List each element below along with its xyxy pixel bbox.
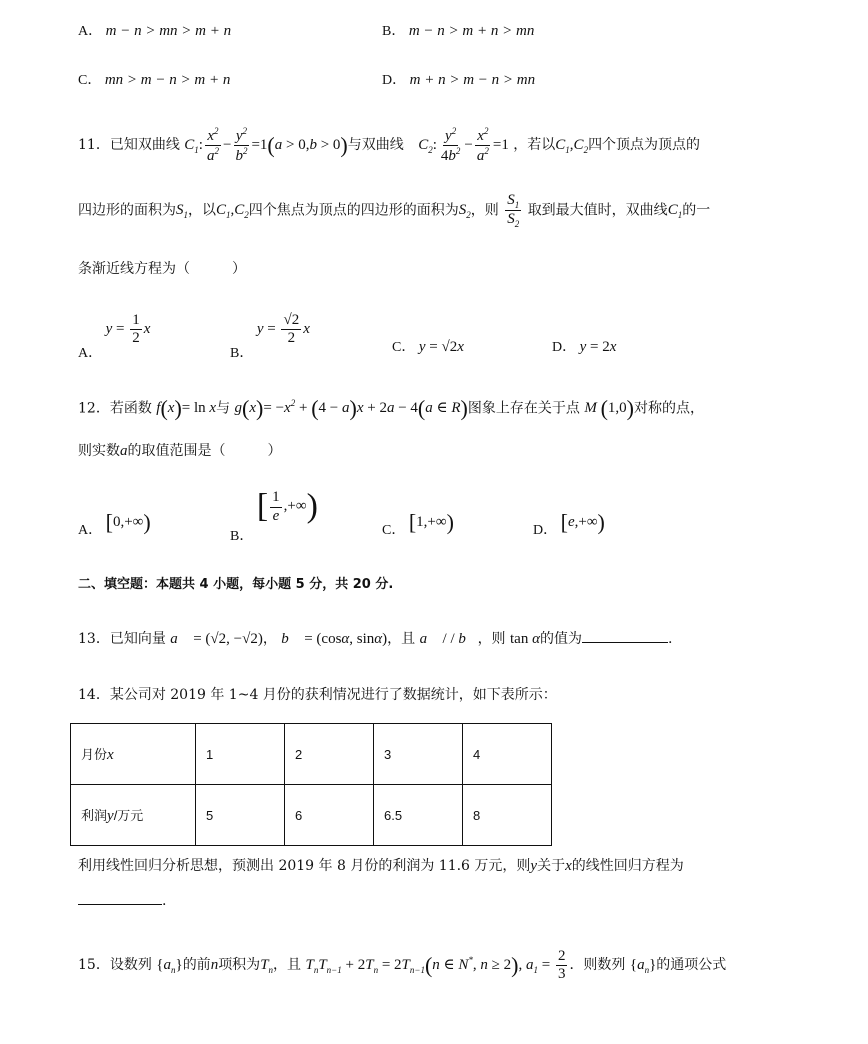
option-expression: m − n > m + n > mn	[408, 23, 535, 39]
q10-option-a	[78, 20, 231, 40]
q14-line3	[78, 893, 166, 909]
q12-text: 的取值范围是（ ）	[127, 443, 282, 459]
function-g-definition: $g(x)= -x^2 + (4 - a)x + 2a - 4(a$ ∈ R)	[234, 396, 468, 421]
function-f-definition: f(x)= ln x	[156, 396, 217, 421]
table-cell: 1	[196, 724, 285, 785]
option-expression: [ $\frac{1}{e}$ ,+∞)	[256, 488, 318, 525]
q13-text: ，则	[477, 631, 506, 647]
q11-line2	[78, 192, 710, 230]
sequence-an: $\{a_n\}$	[156, 957, 183, 976]
variable-x: x	[107, 747, 114, 763]
s1-symbol: $S_1$	[176, 202, 188, 221]
option-label: D．	[533, 523, 558, 539]
s2-symbol: $S_2$	[458, 202, 471, 221]
q10-option-c	[78, 69, 230, 89]
option-label: C．	[382, 523, 406, 539]
option-label: A．	[78, 523, 103, 539]
q12-text: 对称的点，	[633, 400, 704, 417]
question-number: 13．	[78, 631, 110, 647]
q11-text: ，以	[188, 202, 216, 219]
q12-option-c	[382, 510, 454, 539]
question-number: 12．	[78, 400, 110, 417]
option-label: B．	[230, 529, 254, 545]
q11-line3	[78, 258, 246, 278]
option-label: A．	[78, 24, 103, 39]
q13-text: ，	[262, 631, 277, 647]
q13-text: 已知向量	[109, 631, 166, 647]
table-row-header	[71, 724, 196, 785]
q12-text: 与	[216, 400, 231, 417]
question-number: 15．	[78, 957, 110, 974]
s1-over-s2-fraction: $\frac{S_1}{S_2}$	[507, 192, 520, 230]
option-label: C．	[392, 340, 416, 355]
q14-text: 关于	[537, 858, 566, 874]
q12-text: 图象上存在关于点	[467, 400, 580, 417]
q12-text: 若函数	[109, 400, 152, 417]
q11-text: ，则	[470, 202, 499, 219]
q11-text: 取到最大值时，双曲线	[527, 202, 668, 219]
option-expression: [1,+∞)	[408, 510, 454, 535]
q11-text: 已知双曲线	[109, 137, 180, 154]
q12-line1	[78, 396, 704, 422]
table-cell: 6.5	[374, 785, 463, 846]
option-expression: m + n > m − n > mn	[409, 72, 536, 88]
q13-text: 的值为	[539, 631, 582, 647]
option-expression: [e,+∞)	[560, 510, 605, 535]
q11-text: 四个焦点为顶点的四边形的面积为	[248, 202, 459, 219]
q13-text: ，且	[387, 631, 416, 647]
q12-line2	[78, 440, 282, 460]
option-label: D．	[552, 340, 577, 355]
table-row	[71, 724, 552, 785]
q11-text: 四个顶点为顶点的	[588, 137, 701, 154]
q11-option-c	[392, 336, 464, 356]
variable-n: n	[210, 957, 219, 974]
question-number: 14．	[78, 687, 110, 703]
q11-text: 四边形的面积为	[78, 202, 176, 219]
answer-blank[interactable]	[582, 642, 668, 643]
row-unit: /万元	[113, 808, 144, 823]
table-row-header	[71, 785, 196, 846]
option-label: A．	[78, 346, 103, 362]
option-label: B．	[230, 346, 254, 362]
table-cell: 2	[285, 724, 374, 785]
variable-x: x	[565, 858, 572, 874]
table-cell: 3	[374, 724, 463, 785]
option-expression: y = √2x	[418, 339, 464, 355]
q15-text: ．则数列	[569, 957, 626, 974]
question-number: 11．	[78, 137, 110, 154]
q13-line	[78, 628, 672, 648]
q15-text: 设数列	[109, 957, 152, 974]
c1-symbol: $C_1$	[667, 202, 683, 221]
product-tn: $T_n$	[260, 957, 274, 976]
option-expression: m − n > mn > m + n	[105, 23, 232, 39]
sequence-an: $\{a_n\}$	[629, 957, 657, 976]
q15-line	[78, 948, 726, 984]
q14-text: 利用线性回归分析思想，预测出 2019 年 8 月份的利润为 11.6 万元，则	[78, 858, 531, 874]
q15-text: ，且	[273, 957, 302, 974]
q12-option-d	[533, 510, 605, 539]
q10-option-b	[382, 20, 534, 40]
option-label: C．	[78, 73, 102, 88]
q15-text: 的前	[182, 957, 211, 974]
q11-line1	[78, 126, 700, 166]
tan-alpha: tan α	[510, 631, 540, 647]
q14-text: 某公司对 2019 年 1~4 月份的获利情况进行了数据统计，如下表所示：	[109, 687, 557, 703]
option-label: B．	[382, 24, 406, 39]
section-heading: 二、填空题：本题共 4 小题，每小题 5 分，共 20 分.	[78, 577, 394, 592]
q14-text: 的线性回归方程为	[571, 858, 684, 874]
parallel-condition: a⃗ / / b⃗	[419, 631, 478, 647]
table-cell: 8	[463, 785, 552, 846]
table-cell: 4	[463, 724, 552, 785]
answer-blank[interactable]	[78, 904, 162, 905]
q11-text: 与双曲线	[347, 137, 404, 154]
hyperbola-c1-equation: $C_1$: $\frac{x^2}{a^2}$ − $\frac{y^2}{b^2}$ =1(a > 0,b > 0)	[184, 126, 348, 165]
c1-c2-symbol: $C_1,C_2$	[555, 137, 589, 156]
option-expression: y = $\frac{√2}{2}$ x	[256, 312, 310, 347]
q11-text: ，若以	[513, 137, 556, 154]
q11-option-d	[552, 336, 616, 356]
vector-b: b⃗ = (cosα, sinα)	[281, 631, 388, 647]
q13-text: .	[667, 631, 673, 647]
table-row	[71, 785, 552, 846]
q12-option-b	[230, 488, 318, 545]
q10-option-d	[382, 69, 535, 89]
q11-text: 的一	[682, 202, 711, 219]
q15-text: 项积为	[218, 957, 261, 974]
q12-option-a	[78, 510, 151, 539]
q11-option-b	[230, 312, 310, 362]
option-label: D．	[382, 73, 407, 88]
option-expression: y = $\frac{1}{2}$ x	[105, 312, 151, 347]
row-label: 月份	[81, 747, 108, 762]
option-expression: y = 2x	[579, 339, 617, 355]
q14-text: .	[162, 893, 167, 909]
q11-option-a	[78, 312, 151, 362]
q14-line2	[78, 855, 684, 875]
vector-a: a⃗ = (√2, −√2)	[170, 631, 263, 647]
q14-line1	[78, 684, 557, 704]
table-cell: 5	[196, 785, 285, 846]
recurrence-relation: $T_nT_{n-1} + 2T_n = 2T_{n-1}(n$ ∈ N*, n ≥ 2), $a_1$ = $\frac{2}{3}$	[305, 948, 566, 983]
q12-text: 则实数	[78, 443, 120, 459]
variable-a: a	[120, 443, 128, 459]
hyperbola-c2-equation: $C_2$: $\frac{y^2}{4b^2}$ − $\frac{x^2}{a^2}$ =1	[418, 126, 509, 165]
q15-text: 的通项公式	[656, 957, 727, 974]
point-m: M (1,0)	[584, 396, 634, 421]
variable-y: y	[530, 858, 538, 874]
table-cell: 6	[285, 785, 374, 846]
c1-c2-symbol: $C_1,C_2$	[216, 202, 249, 221]
option-expression: mn > m − n > m + n	[104, 72, 231, 88]
q11-text: 条渐近线方程为（ ）	[78, 261, 246, 277]
variable-y: y	[107, 808, 114, 824]
row-label: 利润	[81, 808, 108, 823]
profit-data-table	[70, 723, 552, 846]
option-expression: [0,+∞)	[105, 510, 151, 535]
